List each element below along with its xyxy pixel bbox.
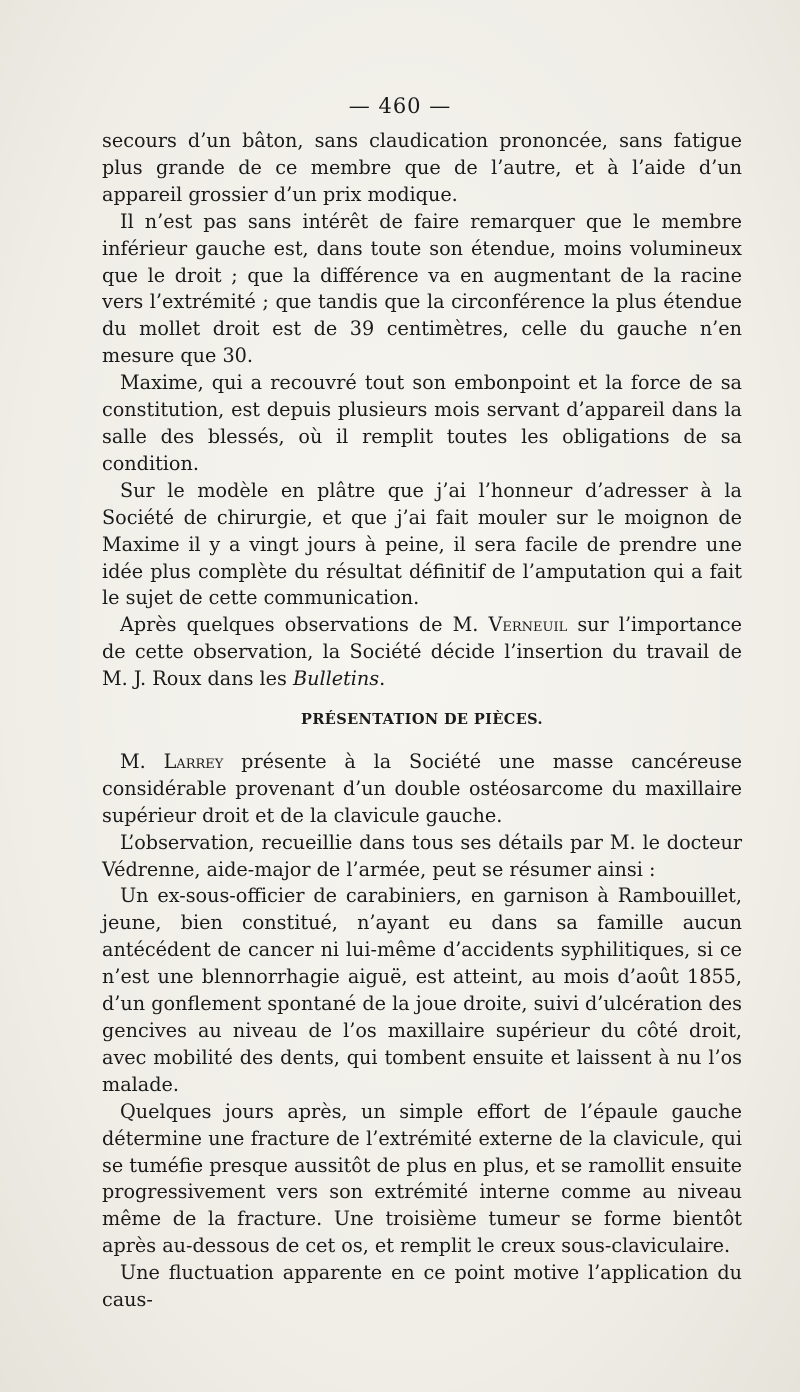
paragraph-9: Quelques jours après, un simple effort de l’épaule gauche détermine une fracture de l’extrémité externe de la clavicule, qui se tuméfie presque aussitôt de plus en plus, et se ramollit ensuite progressivement vers son extrémité interne comme au niveau même de la fracture. Une troisième tumeur se forme bientôt après au-dessous de cet os, et remplit le creux sous-claviculaire. (102, 1099, 742, 1258)
paragraph-10: Une fluctuation apparente en ce point motive l’application du caus- (102, 1261, 742, 1312)
paragraph-2: Il n’est pas sans intérêt de faire remarquer que le membre inférieur gauche est, dans toute son étendue, moins volumineux que le droit ; que la différence va en augmentant de la racine vers l’extrémité ; que tandis que la circonférence la plus étendue du mollet droit est de 39 centimètres, celle du gauche n’en mesure que 30. (102, 209, 742, 368)
paragraph-3: Maxime, qui a recouvré tout son embonpoint et la force de sa constitution, est depuis plusieurs mois servant d’appareil dans la salle des blessés, où il remplit toutes les obligations de sa condition. (102, 371, 742, 475)
paragraph-1: secours d’un bâton, sans claudication prononcée, sans fatigue plus grande de ce membre que de l’autre, et à l’aide d’un appareil grossier d’un prix modique. (102, 129, 742, 206)
paragraph-5 (102, 612, 742, 693)
paragraph-6 (102, 749, 742, 830)
body-text (102, 128, 742, 1314)
page-number: — 460 — (348, 94, 452, 118)
paragraph-5-text-a: Après quelques observations de M. (120, 613, 489, 637)
paragraph-4: Sur le modèle en plâtre que j’ai l’honneur d’adresser à la Société de chirurgie, et que j’ai fait mouler sur le moignon de Maxime il y a vingt jours à peine, il sera facile de prendre une idée plus complète du résultat définitif de l’amputation qui a fait le sujet de cette communication. (102, 478, 742, 610)
paragraph-6-text-a: M. (120, 749, 164, 773)
paragraph-5-text-c: . (379, 667, 386, 691)
paragraph-7: L’observation, recueillie dans tous ses détails par M. le docteur Védrenne, aide-major de l’armée, peut se résumer ainsi : (102, 830, 742, 881)
section-heading: PRÉSENTATION DE PIÈCES. (301, 711, 543, 729)
paragraph-6-text-b: présente à la Société une masse cancéreuse considérable provenant d’un double ostéosarcome du maxillaire supérieur droit et de la clavicule gauche. (102, 749, 742, 827)
paragraph-5-text-b: sur l’importance de cette observation, la Société décide l’insertion du travail de M. J. Roux dans les (102, 613, 742, 691)
author-name-verneuil: Verneuil (488, 613, 568, 637)
bulletins-italic: Bulletins (292, 667, 380, 691)
author-name-larrey: Larrey (163, 749, 224, 773)
paragraph-8: Un ex-sous-officier de carabiniers, en garnison à Rambouillet, jeune, bien constitué, n’ayant eu dans sa famille aucun antécédent de cancer ni lui-même d’accidents syphilitiques, si ce n’est une blennorrhagie aiguë, est atteint, au mois d’août 1855, d’un gonflement spontané de la joue droite, suivi d’ulcération des gencives au niveau de l’os maxillaire supérieur du côté droit, avec mobilité des dents, qui tombent ensuite et laissent à nu l’os malade. (102, 884, 742, 1096)
